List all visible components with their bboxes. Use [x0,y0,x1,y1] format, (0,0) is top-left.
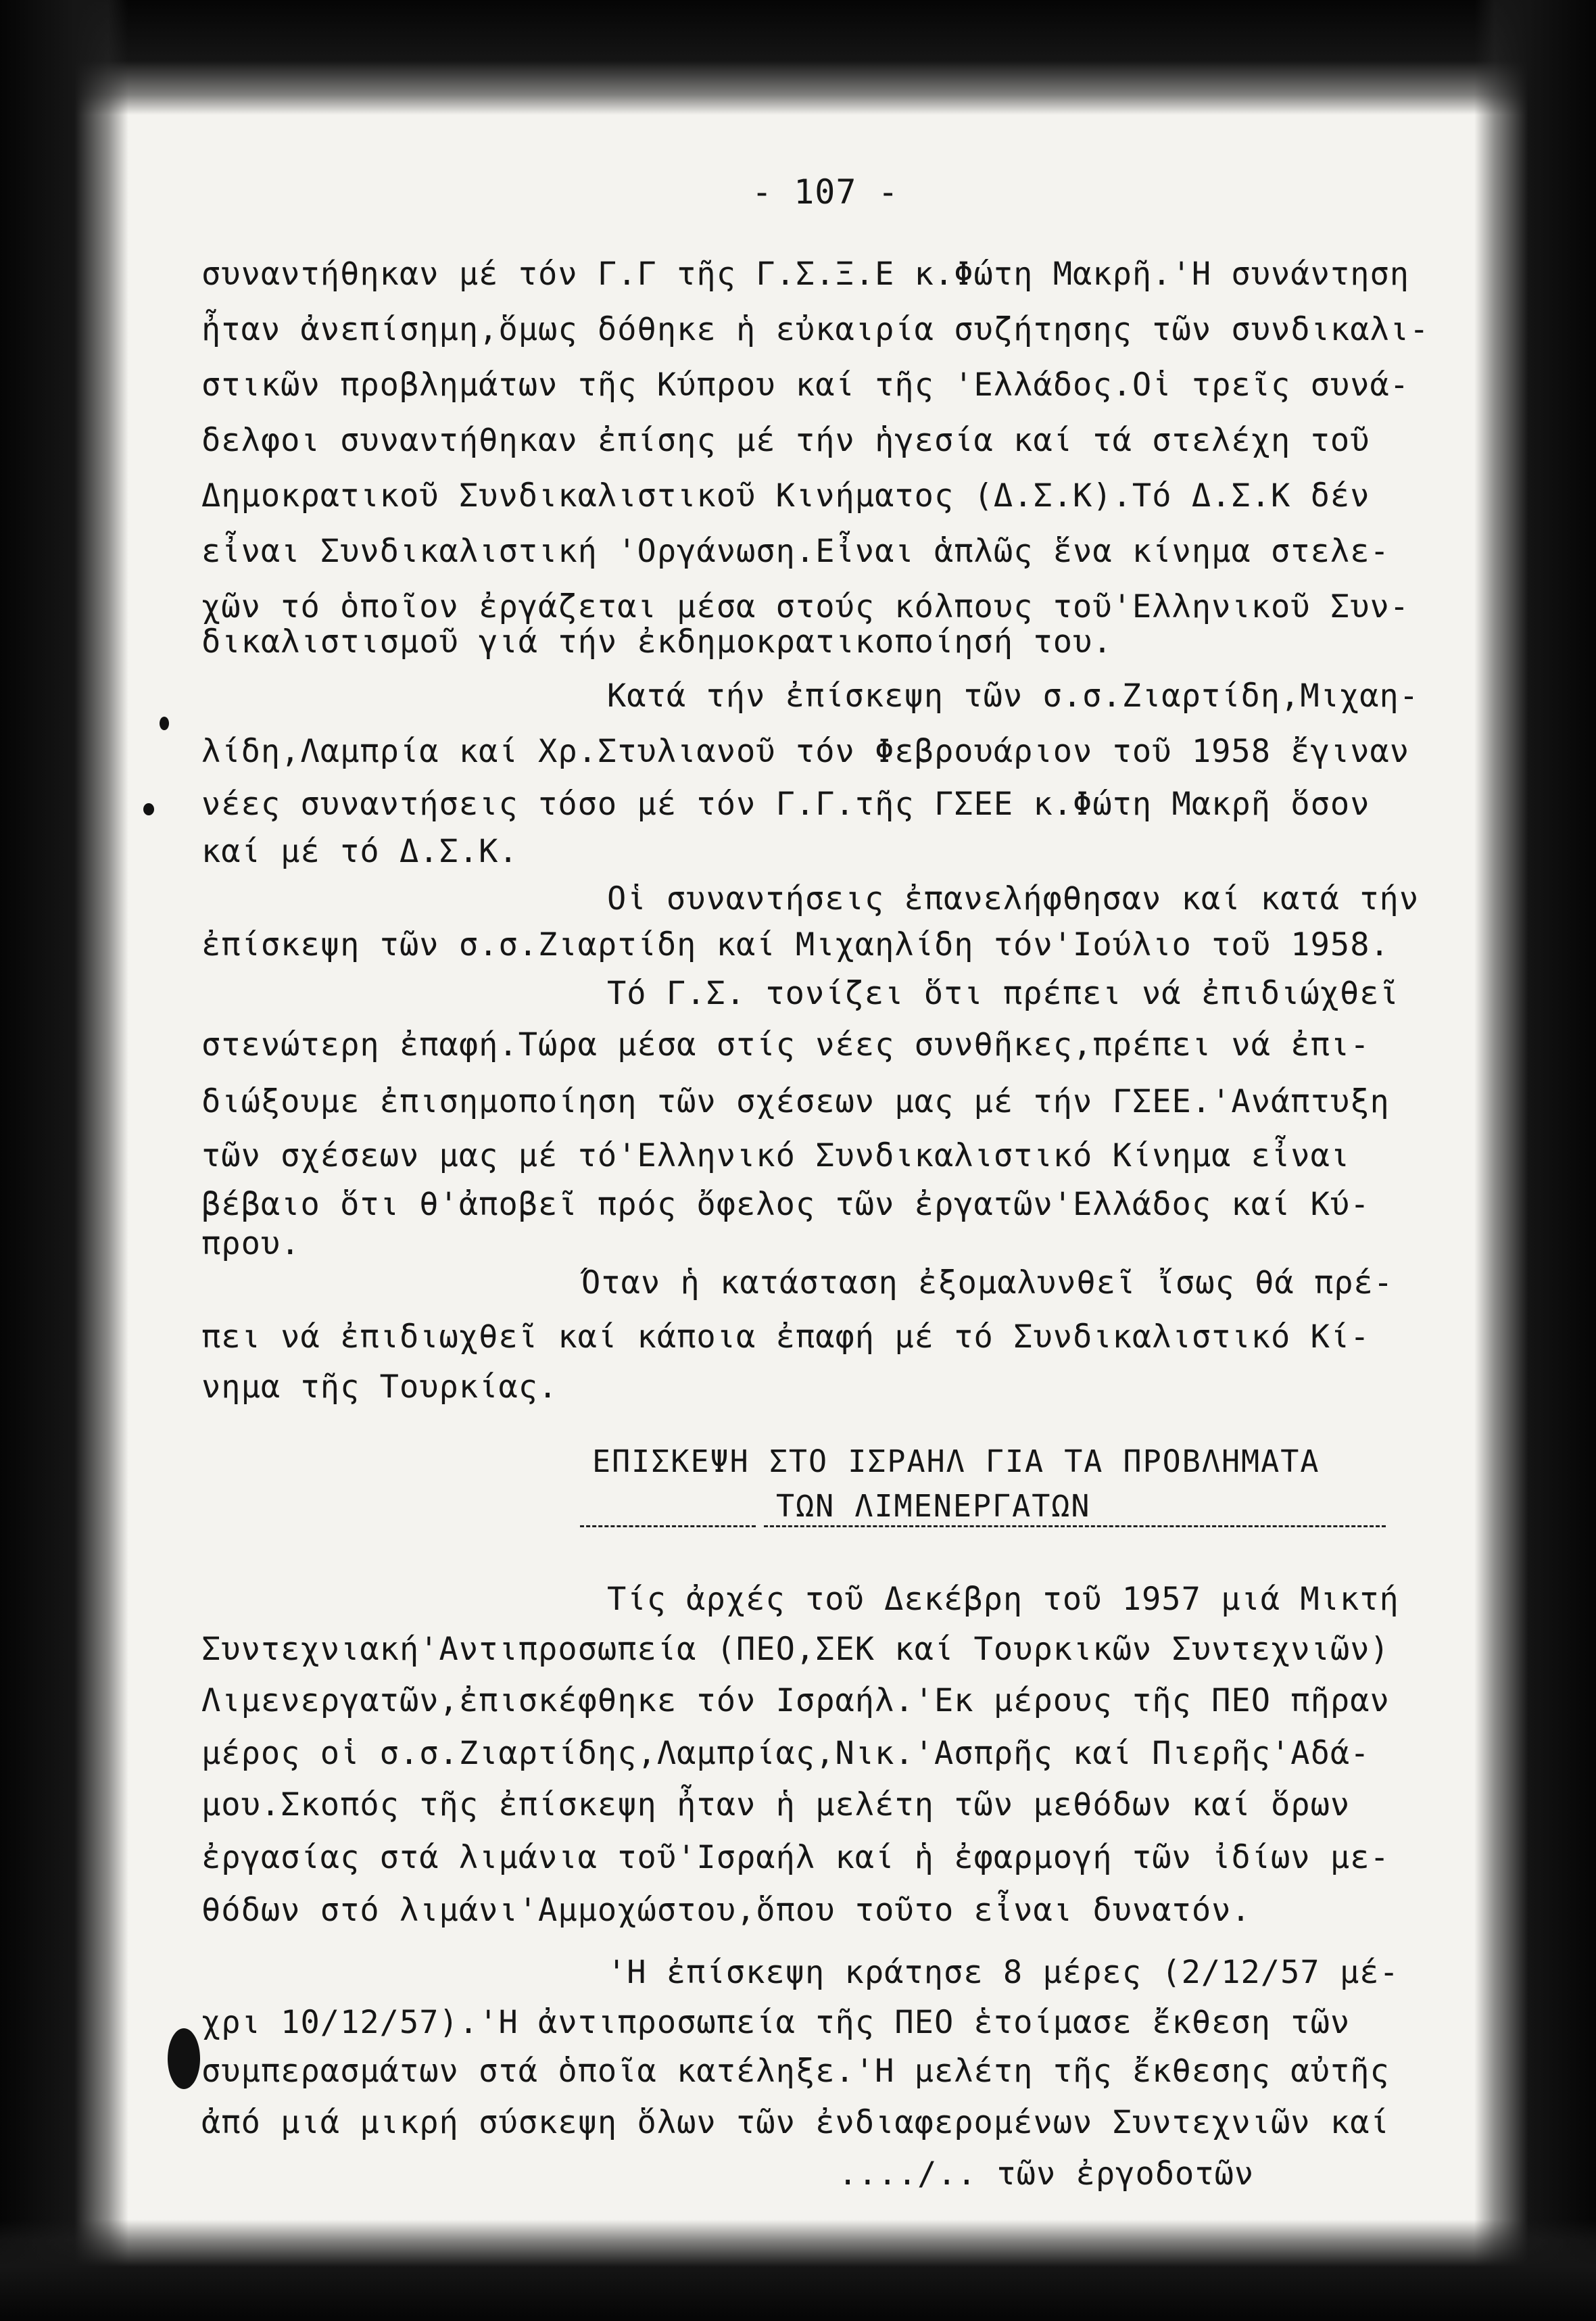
text-line: χῶν τό ὁποῖον ἐργάζεται μέσα στούς κόλπους τοῦ'Ελληνικοῦ Συν- [201,588,1410,625]
page-number: - 107 - [752,172,899,212]
text-line: διώξουμε ἐπισημοποίηση τῶν σχέσεων μας μέ τήν ΓΣΕΕ.'Ανάπτυξη [201,1083,1390,1120]
heading-line: ΤΩΝ ΛΙΜΕΝΕΡΓΑΤΩΝ [776,1488,1091,1524]
text-line: Συντεχνιακή'Αντιπροσωπεία (ΠΕΟ,ΣΕΚ καί Τουρκικῶν Συντεχνιῶν) [201,1631,1390,1668]
text-line: ἐργασίας στά λιμάνια τοῦ'Ισραήλ καί ἡ ἐφαρμογή τῶν ἰδίων με- [201,1839,1390,1876]
heading-underline [764,1525,1386,1527]
text-line: εἶναι Συνδικαλιστική 'Οργάνωση.Εἶναι ἁπλῶς ἕνα κίνημα στελε- [201,533,1390,570]
text-line: Τό Γ.Σ. τονίζει ὅτι πρέπει νά ἐπιδιώχθεῖ [607,975,1399,1012]
text-line: μέρος οἱ σ.σ.Ζιαρτίδης,Λαμπρίας,Νικ.'Ασπρῆς καί Πιερῆς'Αδά- [201,1735,1370,1772]
text-line: πει νά ἐπιδιωχθεῖ καί κάποια ἐπαφή μέ τό Συνδικαλιστικό Κί- [201,1318,1370,1356]
text-line: μου.Σκοπός τῆς ἐπίσκεψη ἦταν ἡ μελέτη τῶν μεθόδων καί ὅρων [201,1786,1351,1823]
text-line: Τίς ἀρχές τοῦ Δεκέβρη τοῦ 1957 μιά Μικτή [607,1581,1399,1618]
text-line: βέβαιο ὅτι θ'ἀποβεῖ πρός ὄφελος τῶν ἐργατῶν'Ελλάδος καί Κύ- [201,1186,1370,1223]
text-line: Κατά τήν ἐπίσκεψη τῶν σ.σ.Ζιαρτίδη,Μιχαη- [607,677,1420,715]
text-line: 'Η ἐπίσκεψη κράτησε 8 μέρες (2/12/57 μέ- [607,1954,1399,1991]
text-line: δικαλιστισμοῦ γιά τήν ἐκδημοκρατικοποίησή του. [201,623,1113,661]
text-line: τῶν σχέσεων μας μέ τό'Ελληνικό Συνδικαλιστικό Κίνημα εἶναι [201,1137,1351,1174]
text-line: Όταν ἡ κατάσταση ἐξομαλυνθεῖ ἴσως θά πρέ- [581,1264,1394,1301]
scan-border-right [1474,0,1596,2321]
scan-border-bottom [0,2220,1596,2321]
ink-blot [160,717,169,730]
scan-border-top [0,0,1596,115]
text-line: νέες συναντήσεις τόσο μέ τόν Γ.Γ.τῆς ΓΣΕΕ κ.Φώτη Μακρῆ ὅσον [201,786,1370,823]
heading-line: ΕΠΙΣΚΕΨΗ ΣΤΟ ΙΣΡΑΗΛ ΓΙΑ ΤΑ ΠΡΟΒΛΗΜΑΤΑ [592,1443,1320,1479]
ink-blot [168,2028,200,2089]
text-line: νημα τῆς Τουρκίας. [201,1368,558,1406]
text-line: χρι 10/12/57).'Η ἀντιπροσωπεία τῆς ΠΕΟ ἑτοίμασε ἔκθεση τῶν [201,2004,1351,2041]
scan-border-left [0,0,128,2321]
text-line: ἐπίσκεψη τῶν σ.σ.Ζιαρτίδη καί Μιχαηλίδη τόν'Ιούλιο τοῦ 1958. [201,926,1390,963]
text-line: Οἱ συναντήσεις ἐπανελήφθησαν καί κατά τήν [607,880,1420,917]
ink-blot [143,803,154,815]
continuation-note: ..../.. τῶν ἐργοδοτῶν [838,2155,1255,2193]
text-line: στικῶν προβλημάτων τῆς Κύπρου καί τῆς 'Ελλάδος.Οἱ τρεῖς συνά- [201,366,1410,404]
text-line: συναντήθηκαν μέ τόν Γ.Γ τῆς Γ.Σ.Ξ.Ε κ.Φώτη Μακρῆ.'Η συνάντηση [201,256,1410,293]
text-line: Λιμενεργατῶν,ἐπισκέφθηκε τόν Ισραήλ.'Εκ μέρους τῆς ΠΕΟ πῆραν [201,1682,1390,1719]
text-line: πρου. [201,1225,301,1262]
text-line: καί μέ τό Δ.Σ.Κ. [201,833,518,870]
text-line: λίδη,Λαμπρία καί Χρ.Στυλιανοῦ τόν Φεβρουάριον τοῦ 1958 ἔγιναν [201,733,1410,770]
heading-underline-left [580,1525,756,1527]
text-line: στενώτερη ἐπαφή.Τώρα μέσα στίς νέες συνθῆκες,πρέπει νά ἐπι- [201,1026,1370,1063]
text-line: θόδων στό λιμάνι'Αμμοχώστου,ὅπου τοῦτο εἶναι δυνατόν. [201,1892,1251,1929]
text-line: ἦταν ἀνεπίσημη,ὅμως δόθηκε ἡ εὐκαιρία συζήτησης τῶν συνδικαλι- [201,311,1430,348]
text-line: ἀπό μιά μικρή σύσκεψη ὅλων τῶν ἐνδιαφερομένων Συντεχνιῶν καί [201,2104,1390,2141]
text-line: συμπερασμάτων στά ὁποῖα κατέληξε.'Η μελέτη τῆς ἔκθεσης αὐτῆς [201,2053,1390,2090]
text-line: Δημοκρατικοῦ Συνδικαλιστικοῦ Κινήματος (Δ.Σ.Κ).Τό Δ.Σ.Κ δέν [201,477,1370,515]
text-line: δελφοι συναντήθηκαν ἐπίσης μέ τήν ἡγεσία καί τά στελέχη τοῦ [201,422,1370,459]
